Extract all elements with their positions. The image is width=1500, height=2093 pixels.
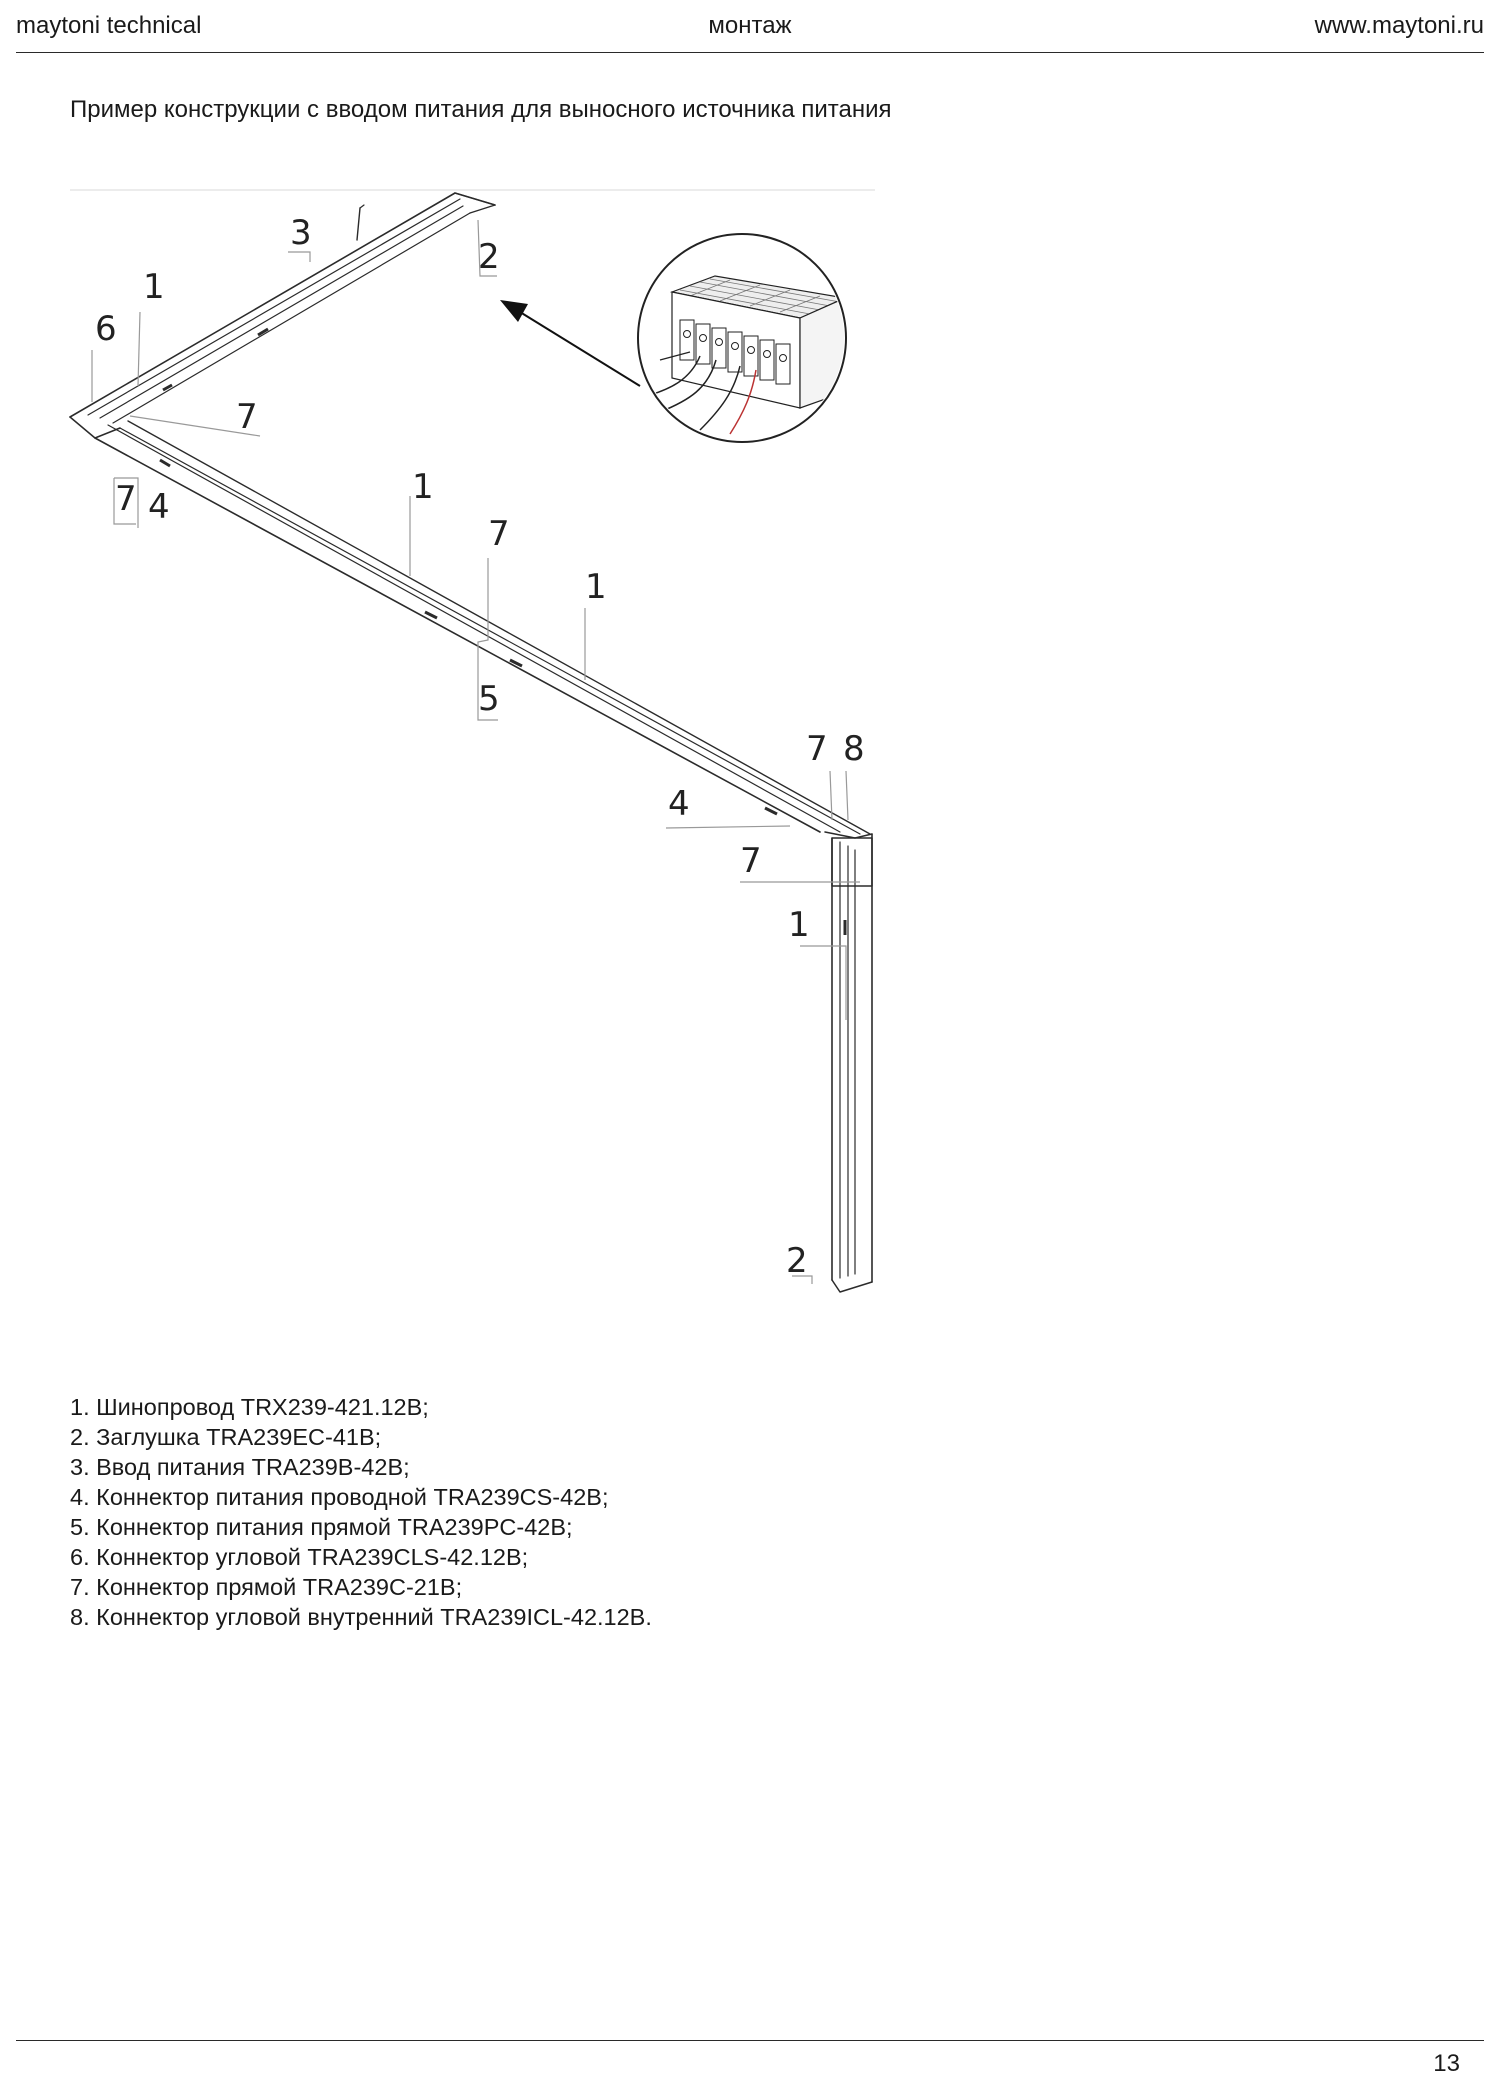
callout-3: 3 bbox=[290, 213, 312, 253]
power-supply-detail bbox=[638, 234, 846, 442]
parts-list-item: 7. Коннектор прямой TRA239C-21B; bbox=[70, 1574, 463, 1600]
parts-list-item: 3. Ввод питания TRA239B-42B; bbox=[70, 1454, 410, 1480]
website-link[interactable]: www.maytoni.ru bbox=[1314, 12, 1484, 39]
parts-list-item: 6. Коннектор угловой TRA239CLS-42.12B; bbox=[70, 1544, 529, 1570]
detail-arrow bbox=[500, 300, 640, 386]
callout-7: 7 bbox=[236, 397, 258, 437]
callout-7: 7 bbox=[488, 514, 510, 554]
callout-6: 6 bbox=[95, 309, 117, 349]
parts-list-item: 2. Заглушка TRA239EC-41B; bbox=[70, 1424, 382, 1450]
callout-1: 1 bbox=[412, 467, 434, 507]
callout-1: 1 bbox=[788, 905, 810, 945]
section-title: Пример конструкции с вводом питания для выносного источника питания bbox=[70, 96, 892, 123]
parts-list bbox=[70, 1392, 652, 1632]
callout-2: 2 bbox=[786, 1241, 808, 1281]
page-number: 13 bbox=[1433, 2050, 1460, 2077]
callout-8: 8 bbox=[843, 729, 865, 769]
parts-list-item: 5. Коннектор питания прямой TRA239PC-42B; bbox=[70, 1514, 573, 1540]
callout-5: 5 bbox=[478, 679, 500, 719]
footer-divider bbox=[16, 2040, 1484, 2041]
section-name: монтаж bbox=[708, 12, 792, 39]
parts-list-item: 4. Коннектор питания проводной TRA239CS-42B; bbox=[70, 1484, 609, 1510]
callout-1: 1 bbox=[143, 267, 165, 307]
callout-1: 1 bbox=[585, 567, 607, 607]
callout-7: 7 bbox=[806, 729, 828, 769]
parts-list-item: 8. Коннектор угловой внутренний TRA239ICL-42.12B. bbox=[70, 1604, 652, 1630]
callout-7: 7 bbox=[740, 841, 762, 881]
parts-list-item: 1. Шинопровод TRX239-421.12B; bbox=[70, 1394, 429, 1420]
callout-4: 4 bbox=[148, 487, 170, 527]
callout-4: 4 bbox=[668, 784, 690, 824]
brand-name: maytoni technical bbox=[16, 12, 202, 39]
callout-2: 2 bbox=[478, 237, 500, 277]
callout-7: 7 bbox=[115, 479, 137, 519]
